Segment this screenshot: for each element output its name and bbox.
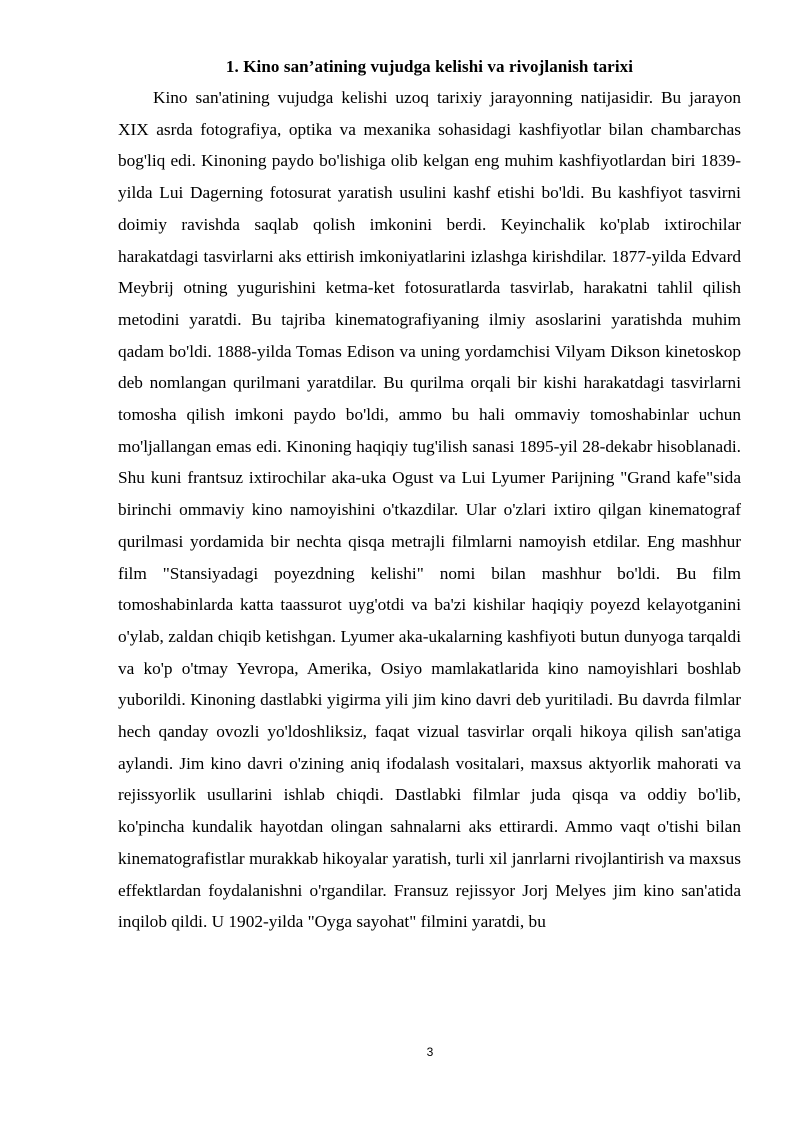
document-page (118, 56, 741, 938)
section-heading: 1. Kino san’atining vujudga kelishi va rivojlanish tarixi (225, 57, 634, 76)
body-paragraph: Kino san'atining vujudga kelishi uzoq tarixiy jarayonning natijasidir. Bu jarayon XIX asrda fotografiya, optika va mexanika sohasidagi kashfiyotlar bilan chambarchas bog'liq edi. Kinoning paydo bo'lishiga olib kelgan eng muhim kashfiyotlardan biri 1839-yilda Lui Dagerning fotosurat yaratish usulini kashf etishi bo'ldi. Bu kashfiyot tasvirni doimiy ravishda saqlab qolish imkonini berdi. Keyinchalik ko'plab ixtirochilar harakatdagi tasvirlarni aks ettirish imkoniyatlarini izlashga kirishdilar. 1877-yilda Edvard Meybrij otning yugurishini ketma-ket fotosuratlarda tasvirlab, harakatni tahlil qilish metodini yaratdi. Bu tajriba kinematografiyaning ilmiy asoslarini yaratishda muhim qadam bo'ldi. 1888-yilda Tomas Edison va uning yordamchisi Vilyam Dikson kinetoskop deb nomlangan qurilmani yaratdilar. Bu qurilma orqali bir kishi harakatdagi tasvirlarni tomosha qilish imkoni paydo bo'ldi, ammo bu hali ommaviy tomoshabinlar uchun mo'ljallangan emas edi. Kinoning haqiqiy tug'ilish sanasi 1895-yil 28-dekabr hisoblanadi. Shu kuni frantsuz ixtirochilar aka-uka Ogust va Lui Lyumer Parijning "Grand kafe"sida birinchi ommaviy kino namoyishini o'tkazdilar. Ular o'zlari ixtiro qilgan kinematograf qurilmasi yordamida bir nechta qisqa metrajli filmlarni namoyish etdilar. Eng mashhur film "Stansiyadagi poyezdning kelishi" nomi bilan mashhur bo'ldi. Bu film tomoshabinlarda katta taassurot uyg'otdi va ba'zi kishilar haqiqiy poyezd kelayotganini o'ylab, zaldan chiqib ketishgan. Lyumer aka-ukalarning kashfiyoti butun dunyoga tarqaldi va ko'p o'tmay Yevropa, Amerika, Osiyo mamlakatlarida kino namoyishlari boshlab yuborildi. Kinoning dastlabki yigirma yili jim kino davri deb yuritiladi. Bu davrda filmlar hech qanday ovozli yo'ldoshliksiz, faqat vizual tasvirlar orqali hikoya qilish san'atiga aylandi. Jim kino davri o'zining aniq ifodalash vositalari, maxsus aktyorlik mahorati va rejissyorlik usullarini ishlab chiqdi. Dastlabki filmlar juda qisqa va oddiy bo'lib, ko'pincha kundalik hayotdan olingan sahnalarni aks ettirardi. Ammo vaqt o'tishi bilan kinematografistlar murakkab hikoyalar yaratish, turli xil janrlarni rivojlantirish va maxsus effektlardan foydalanishni o'rgandilar. Fransuz rejissyor Jorj Melyes jim kino san'atida inqilob qildi. U 1902-yilda "Oyga sayohat" filmini yaratdi, bu (118, 88, 741, 932)
page-number: 3 (426, 1045, 434, 1059)
